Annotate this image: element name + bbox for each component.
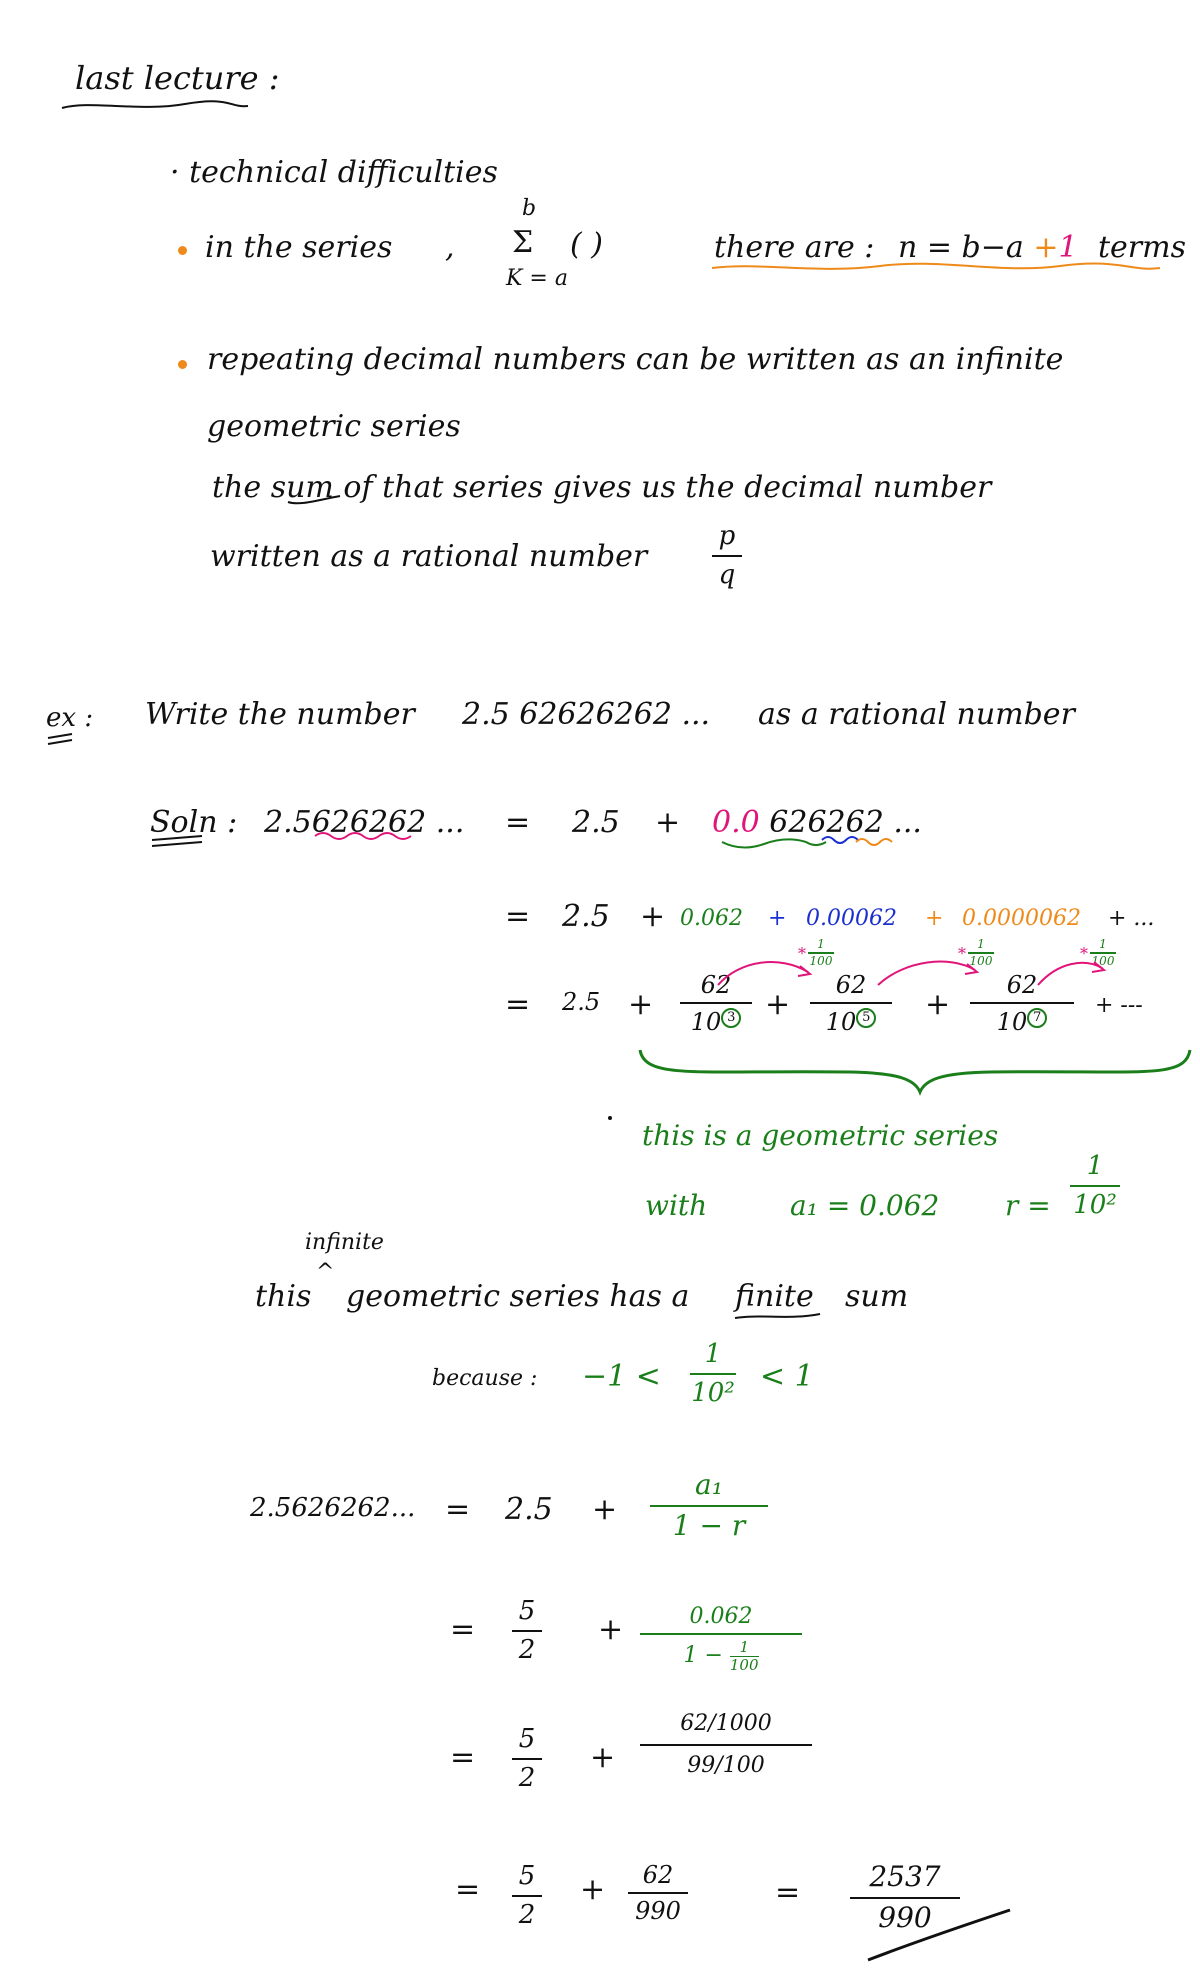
fraction-p-over-q [712, 522, 742, 589]
row3-plus1: + [628, 987, 654, 1022]
row2-plus3: + [925, 906, 944, 931]
row3-frac1-bar [680, 1002, 752, 1004]
formula-one: 1 [1058, 230, 1078, 265]
sigma-upper: b [522, 196, 537, 221]
bullet3-line1: repeating decimal numbers can be written as an infinite [207, 342, 1064, 377]
row3-frac3-exp: 7 [1027, 1008, 1047, 1028]
row3-frac3-base: 10 [996, 1008, 1028, 1037]
final-frac4-den: 990 [635, 1897, 681, 1926]
formula-n-text: n = b−a [898, 230, 1024, 265]
row3-two-five: 2.5 [562, 988, 601, 1016]
final-frac4-bar [628, 1892, 688, 1894]
terms-text: terms [1098, 230, 1186, 265]
mult-mark-1: * [798, 944, 806, 963]
arrow-2 [878, 962, 975, 985]
fh3-den: 2 [518, 1899, 536, 1930]
line3-sum: sum [270, 470, 334, 505]
row1-part [712, 805, 922, 840]
fh2-bar [512, 1758, 542, 1760]
row3-frac3 [970, 972, 1074, 1036]
series-comma: , [445, 230, 455, 265]
mult-mark-2: * [958, 944, 966, 963]
green-brace [640, 1050, 1190, 1092]
note-r-num: 1 [1086, 1151, 1104, 1181]
final-eq5: = [775, 1875, 801, 1910]
finite-sum-word: sum [845, 1279, 909, 1314]
row3-frac1-base: 10 [690, 1008, 722, 1037]
mult-mark-3: * [1080, 944, 1088, 963]
fh3-num: 5 [518, 1861, 536, 1891]
example-number: 2.5 62626262 ... [462, 697, 711, 732]
row3-frac2-den [810, 1008, 892, 1035]
mult-fraction-1 [808, 938, 834, 968]
row2-term1: 0.062 [680, 906, 743, 931]
green-wave-underline [722, 839, 826, 847]
final-frac1-num: a₁ [695, 1468, 723, 1501]
note-a1: a₁ = 0.062 [790, 1189, 940, 1222]
final-answer [850, 1862, 960, 1934]
row3-frac3-den [970, 1008, 1074, 1035]
note-line1: this is a geometric series [642, 1119, 999, 1152]
insert-caret: ^ [316, 1260, 335, 1285]
final-plus4: + [580, 1872, 606, 1907]
heading-last-lecture: last lecture : [75, 59, 280, 97]
row3-frac2-bar [810, 1002, 892, 1004]
bullet3-line2: geometric series [207, 409, 461, 444]
final-frac1-bar [650, 1505, 768, 1507]
final-five-halves-3 [512, 1862, 542, 1929]
frac-p-q-bar [712, 555, 742, 557]
row1-part-a: 0.0 [712, 805, 760, 840]
final-lhs: 2.5626262... [250, 1493, 416, 1523]
sigma-symbol: Σ [512, 225, 534, 260]
final-eq4: = [455, 1872, 481, 1907]
example-statement-start: Write the number [145, 697, 415, 732]
example-statement-end: as a rational number [758, 697, 1075, 732]
row2-eq: = [505, 899, 531, 934]
f2-den-a: 1 − [683, 1643, 723, 1669]
row1-plus: + [655, 805, 681, 840]
answer-den: 990 [878, 1900, 932, 1934]
row1-two-five: 2.5 [572, 805, 620, 840]
f2-den-den: 100 [729, 1655, 759, 1674]
answer-bar [850, 1897, 960, 1899]
mult3-num: 1 [1099, 937, 1107, 951]
final-five-halves-1 [512, 1597, 542, 1664]
row2-tail: + ... [1108, 906, 1155, 931]
note-r-fraction [1070, 1152, 1120, 1219]
orange-bullet-1 [178, 246, 187, 255]
mult3-den: 100 [1091, 954, 1115, 969]
ineq-bar [690, 1373, 736, 1375]
final-frac1 [650, 1470, 768, 1542]
row3-frac1-exp: 3 [721, 1008, 741, 1028]
final-frac2-num: 0.062 [689, 1604, 753, 1629]
heading-underline [62, 101, 248, 108]
answer-num: 2537 [869, 1860, 941, 1893]
ex-underline-2 [48, 740, 72, 744]
frac-q: q [718, 559, 736, 590]
finite-mid: geometric series has a [346, 1279, 690, 1314]
final-eq1: = [445, 1492, 471, 1527]
there-are-text: there are : [714, 230, 875, 265]
row3-eq: = [505, 987, 531, 1022]
row3-frac2-exp: 5 [856, 1008, 876, 1028]
fh1-den: 2 [518, 1634, 536, 1665]
final-eq3: = [450, 1740, 476, 1775]
bullet-technical-difficulties: · technical difficulties [170, 155, 498, 190]
mult1-num: 1 [817, 937, 825, 951]
sigma-parens: ( ) [570, 227, 603, 262]
row3-plus2: + [765, 987, 791, 1022]
ineq-left: −1 < [582, 1359, 661, 1394]
ineq-den: 10² [691, 1377, 735, 1408]
final-plus3: + [590, 1740, 616, 1775]
finite-this: this [255, 1279, 312, 1314]
line3-rest: of that series gives us the decimal number [343, 470, 992, 505]
mult-fraction-3 [1090, 938, 1116, 968]
because-text: because : [432, 1366, 538, 1391]
f2-den-num: 1 [739, 1638, 749, 1657]
frac-p: p [718, 521, 736, 551]
solution-label: Soln : [150, 805, 238, 840]
final-eq2: = [450, 1612, 476, 1647]
finite-word: finite [735, 1279, 814, 1314]
final-five-halves-2 [512, 1725, 542, 1792]
solution-lhs: 2.5626262 ... [264, 805, 465, 840]
fh1-num: 5 [518, 1596, 536, 1626]
finite-underline [735, 1314, 820, 1318]
final-frac3-den: 99/100 [687, 1753, 765, 1779]
row2-plus2: + [768, 906, 787, 931]
sigma-lower: K = a [506, 266, 568, 291]
row3-frac2 [810, 972, 892, 1036]
row3-frac1 [680, 972, 752, 1036]
row3-frac1-num: 62 [700, 971, 732, 999]
row3-frac3-bar [970, 1002, 1074, 1004]
row2-term3: 0.0000062 [962, 906, 1081, 931]
row3-plus3: + [925, 987, 951, 1022]
final-frac4-num: 62 [642, 1861, 674, 1889]
final-frac2-den [640, 1639, 802, 1673]
soln-underline-2 [152, 842, 202, 846]
final-frac3-num: 62/1000 [680, 1711, 772, 1736]
row3-frac2-num: 62 [835, 971, 867, 999]
final-plus2: + [598, 1612, 624, 1647]
mult-fraction-2 [968, 938, 994, 968]
bullet3-line4: written as a rational number [210, 539, 648, 574]
final-frac2 [640, 1605, 802, 1673]
ex-underline-1 [48, 734, 72, 738]
row3-frac1-den [680, 1008, 752, 1035]
note-r: r = [1005, 1189, 1051, 1222]
row1-eq: = [505, 805, 531, 840]
ineq-fraction [690, 1340, 736, 1407]
formula-n [898, 230, 1078, 265]
ineq-right: < 1 [760, 1359, 814, 1394]
formula-plus: + [1033, 230, 1059, 265]
final-plus1: + [592, 1492, 618, 1527]
final-frac4 [628, 1862, 688, 1925]
series-prefix: in the series [205, 230, 393, 265]
fh2-num: 5 [518, 1724, 536, 1754]
example-label: ex : [46, 703, 94, 733]
mult2-num: 1 [977, 937, 985, 951]
final-frac2-bar [640, 1633, 802, 1635]
row2-two-five: 2.5 [562, 899, 610, 934]
note-r-bar [1070, 1185, 1120, 1187]
ineq-num: 1 [704, 1339, 722, 1369]
fh3-bar [512, 1895, 542, 1897]
line3-the: the [212, 470, 262, 505]
fh2-den: 2 [518, 1762, 536, 1793]
row2-plus1: + [640, 899, 666, 934]
row1-part-b: 626262 ... [769, 805, 922, 840]
bullet3-line3 [212, 470, 992, 505]
orange-bullet-2 [178, 360, 187, 369]
dot-marker [608, 1116, 612, 1120]
row3-frac3-num: 62 [1006, 971, 1038, 999]
final-frac3 [640, 1712, 812, 1778]
final-frac3-bar [640, 1744, 812, 1746]
bullet1-text: technical difficulties [189, 155, 498, 190]
row2-term2: 0.00062 [806, 906, 897, 931]
infinite-insert: infinite [305, 1230, 384, 1255]
row3-tail: + --- [1095, 993, 1143, 1018]
final-two-five: 2.5 [505, 1492, 553, 1527]
final-frac1-den: 1 − r [672, 1508, 746, 1542]
note-with: with [645, 1189, 708, 1222]
row3-frac2-base: 10 [825, 1008, 857, 1037]
mult1-den: 100 [809, 954, 833, 969]
fh1-bar [512, 1630, 542, 1632]
mult2-den: 100 [969, 954, 993, 969]
note-r-den: 10² [1073, 1189, 1117, 1220]
